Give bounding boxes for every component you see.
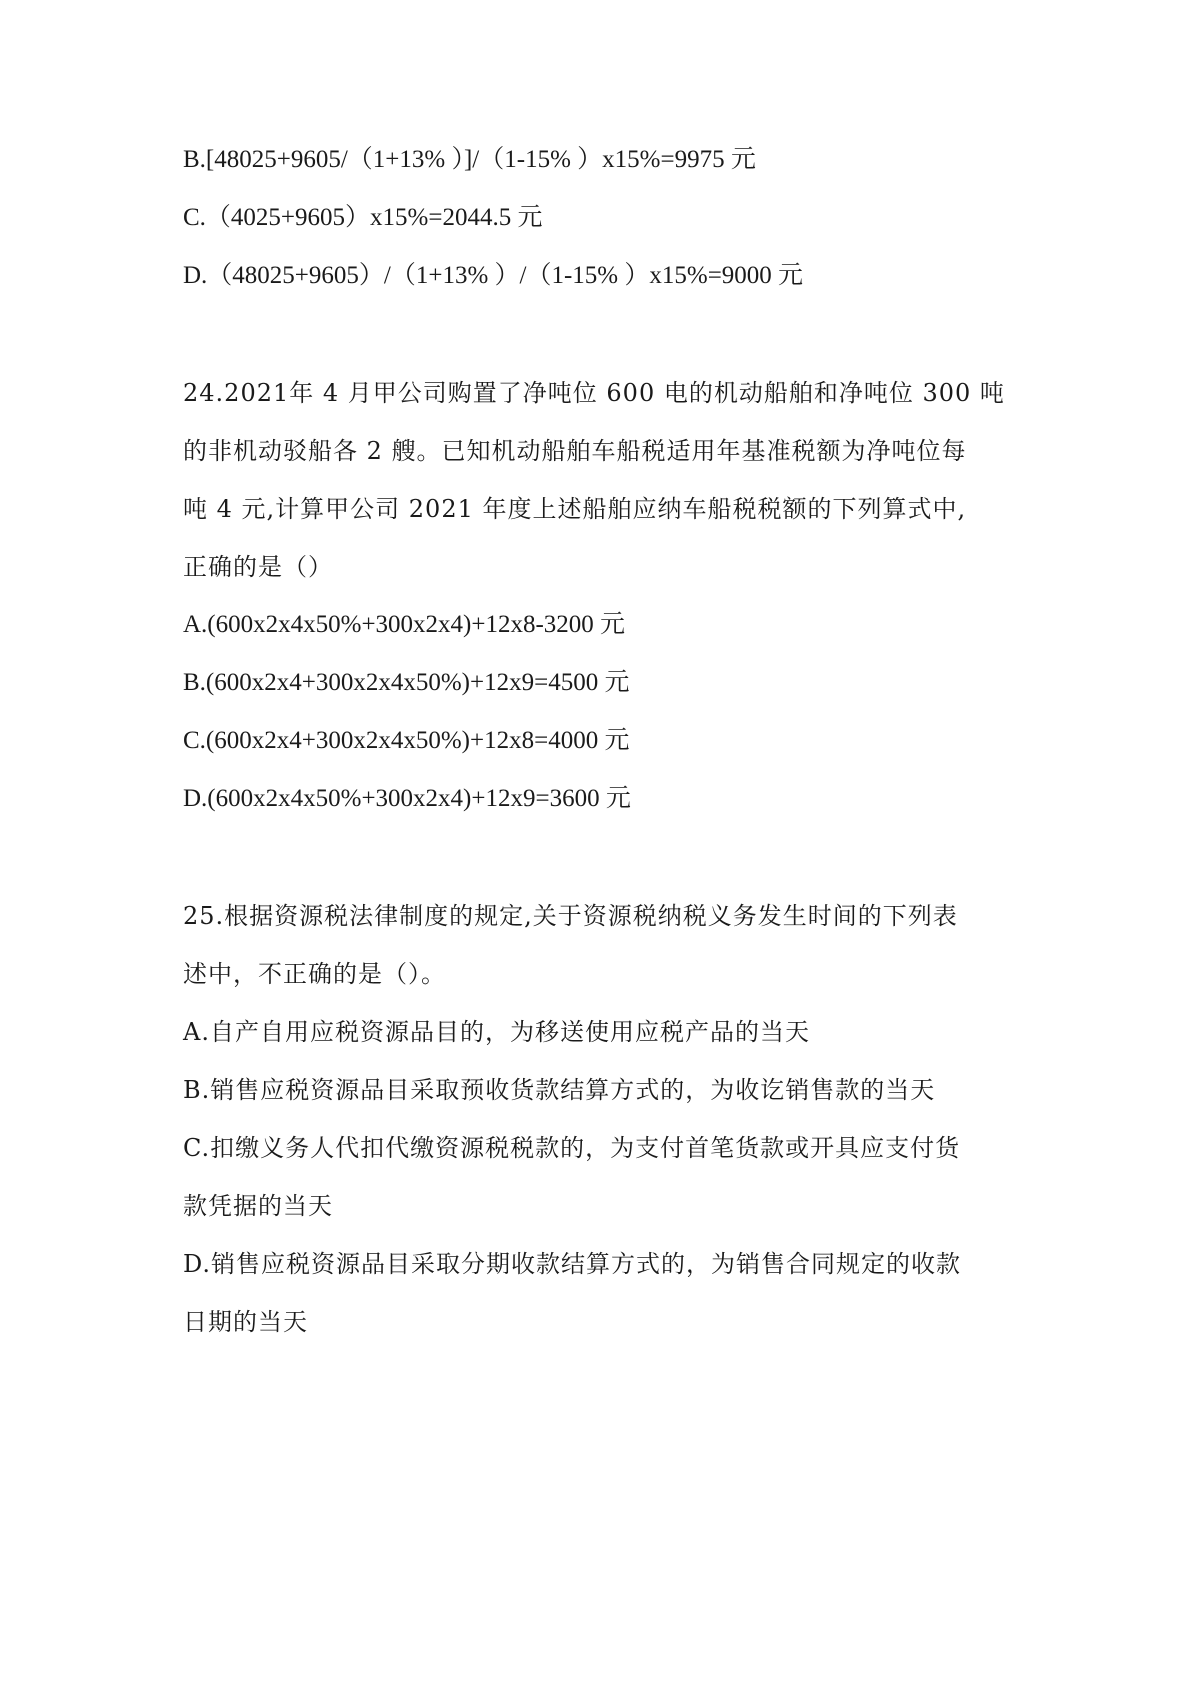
- q23-option-d: D.（48025+9605）/（1+13% ）/（1-15% ）x15%=9000 元: [183, 262, 804, 289]
- q24-option-c: C.(600x2x4+300x2x4x50%)+12x8=4000 元: [183, 727, 630, 754]
- q24-stem-line-2: 的非机动驳船各 2 艘。已知机动船舶车船税适用年基准税额为净吨位每: [183, 437, 967, 465]
- q24-option-a: A.(600x2x4x50%+300x2x4)+12x8-3200 元: [183, 611, 626, 638]
- q24-stem-line-1: 24.2021年 4 月甲公司购置了净吨位 600 电的机动船舶和净吨位 300 吨: [183, 379, 1005, 407]
- q25-option-a: A.自产自用应税资源品目的，为移送使用应税产品的当天: [183, 1018, 810, 1046]
- q25-stem-line-2: 述中，不正确的是（）。: [183, 960, 446, 988]
- q25-option-c-line-2: 款凭据的当天: [183, 1192, 333, 1220]
- q23-option-b: B.[48025+9605/（1+13% ）]/（1-15% ）x15%=9975 元: [183, 146, 756, 173]
- q25-option-d-line-1: D.销售应税资源品目采取分期收款结算方式的，为销售合同规定的收款: [183, 1250, 962, 1278]
- q24-option-d: D.(600x2x4x50%+300x2x4)+12x9=3600 元: [183, 785, 631, 812]
- q25-option-c-line-1: C.扣缴义务人代扣代缴资源税税款的，为支付首笔货款或开具应支付货: [183, 1134, 961, 1162]
- q25-stem-line-1: 25.根据资源税法律制度的规定,关于资源税纳税义务发生时间的下列表: [183, 902, 958, 930]
- q23-option-c: C.（4025+9605）x15%=2044.5 元: [183, 204, 543, 231]
- q25-option-d-line-2: 日期的当天: [183, 1308, 308, 1336]
- q24-stem-line-3: 吨 4 元,计算甲公司 2021 年度上述船舶应纳车船税税额的下列算式中,: [183, 495, 967, 523]
- q24-option-b: B.(600x2x4+300x2x4x50%)+12x9=4500 元: [183, 669, 630, 696]
- q25-option-b: B.销售应税资源品目采取预收货款结算方式的，为收讫销售款的当天: [183, 1076, 936, 1104]
- q24-stem-line-4: 正确的是（）: [183, 553, 333, 581]
